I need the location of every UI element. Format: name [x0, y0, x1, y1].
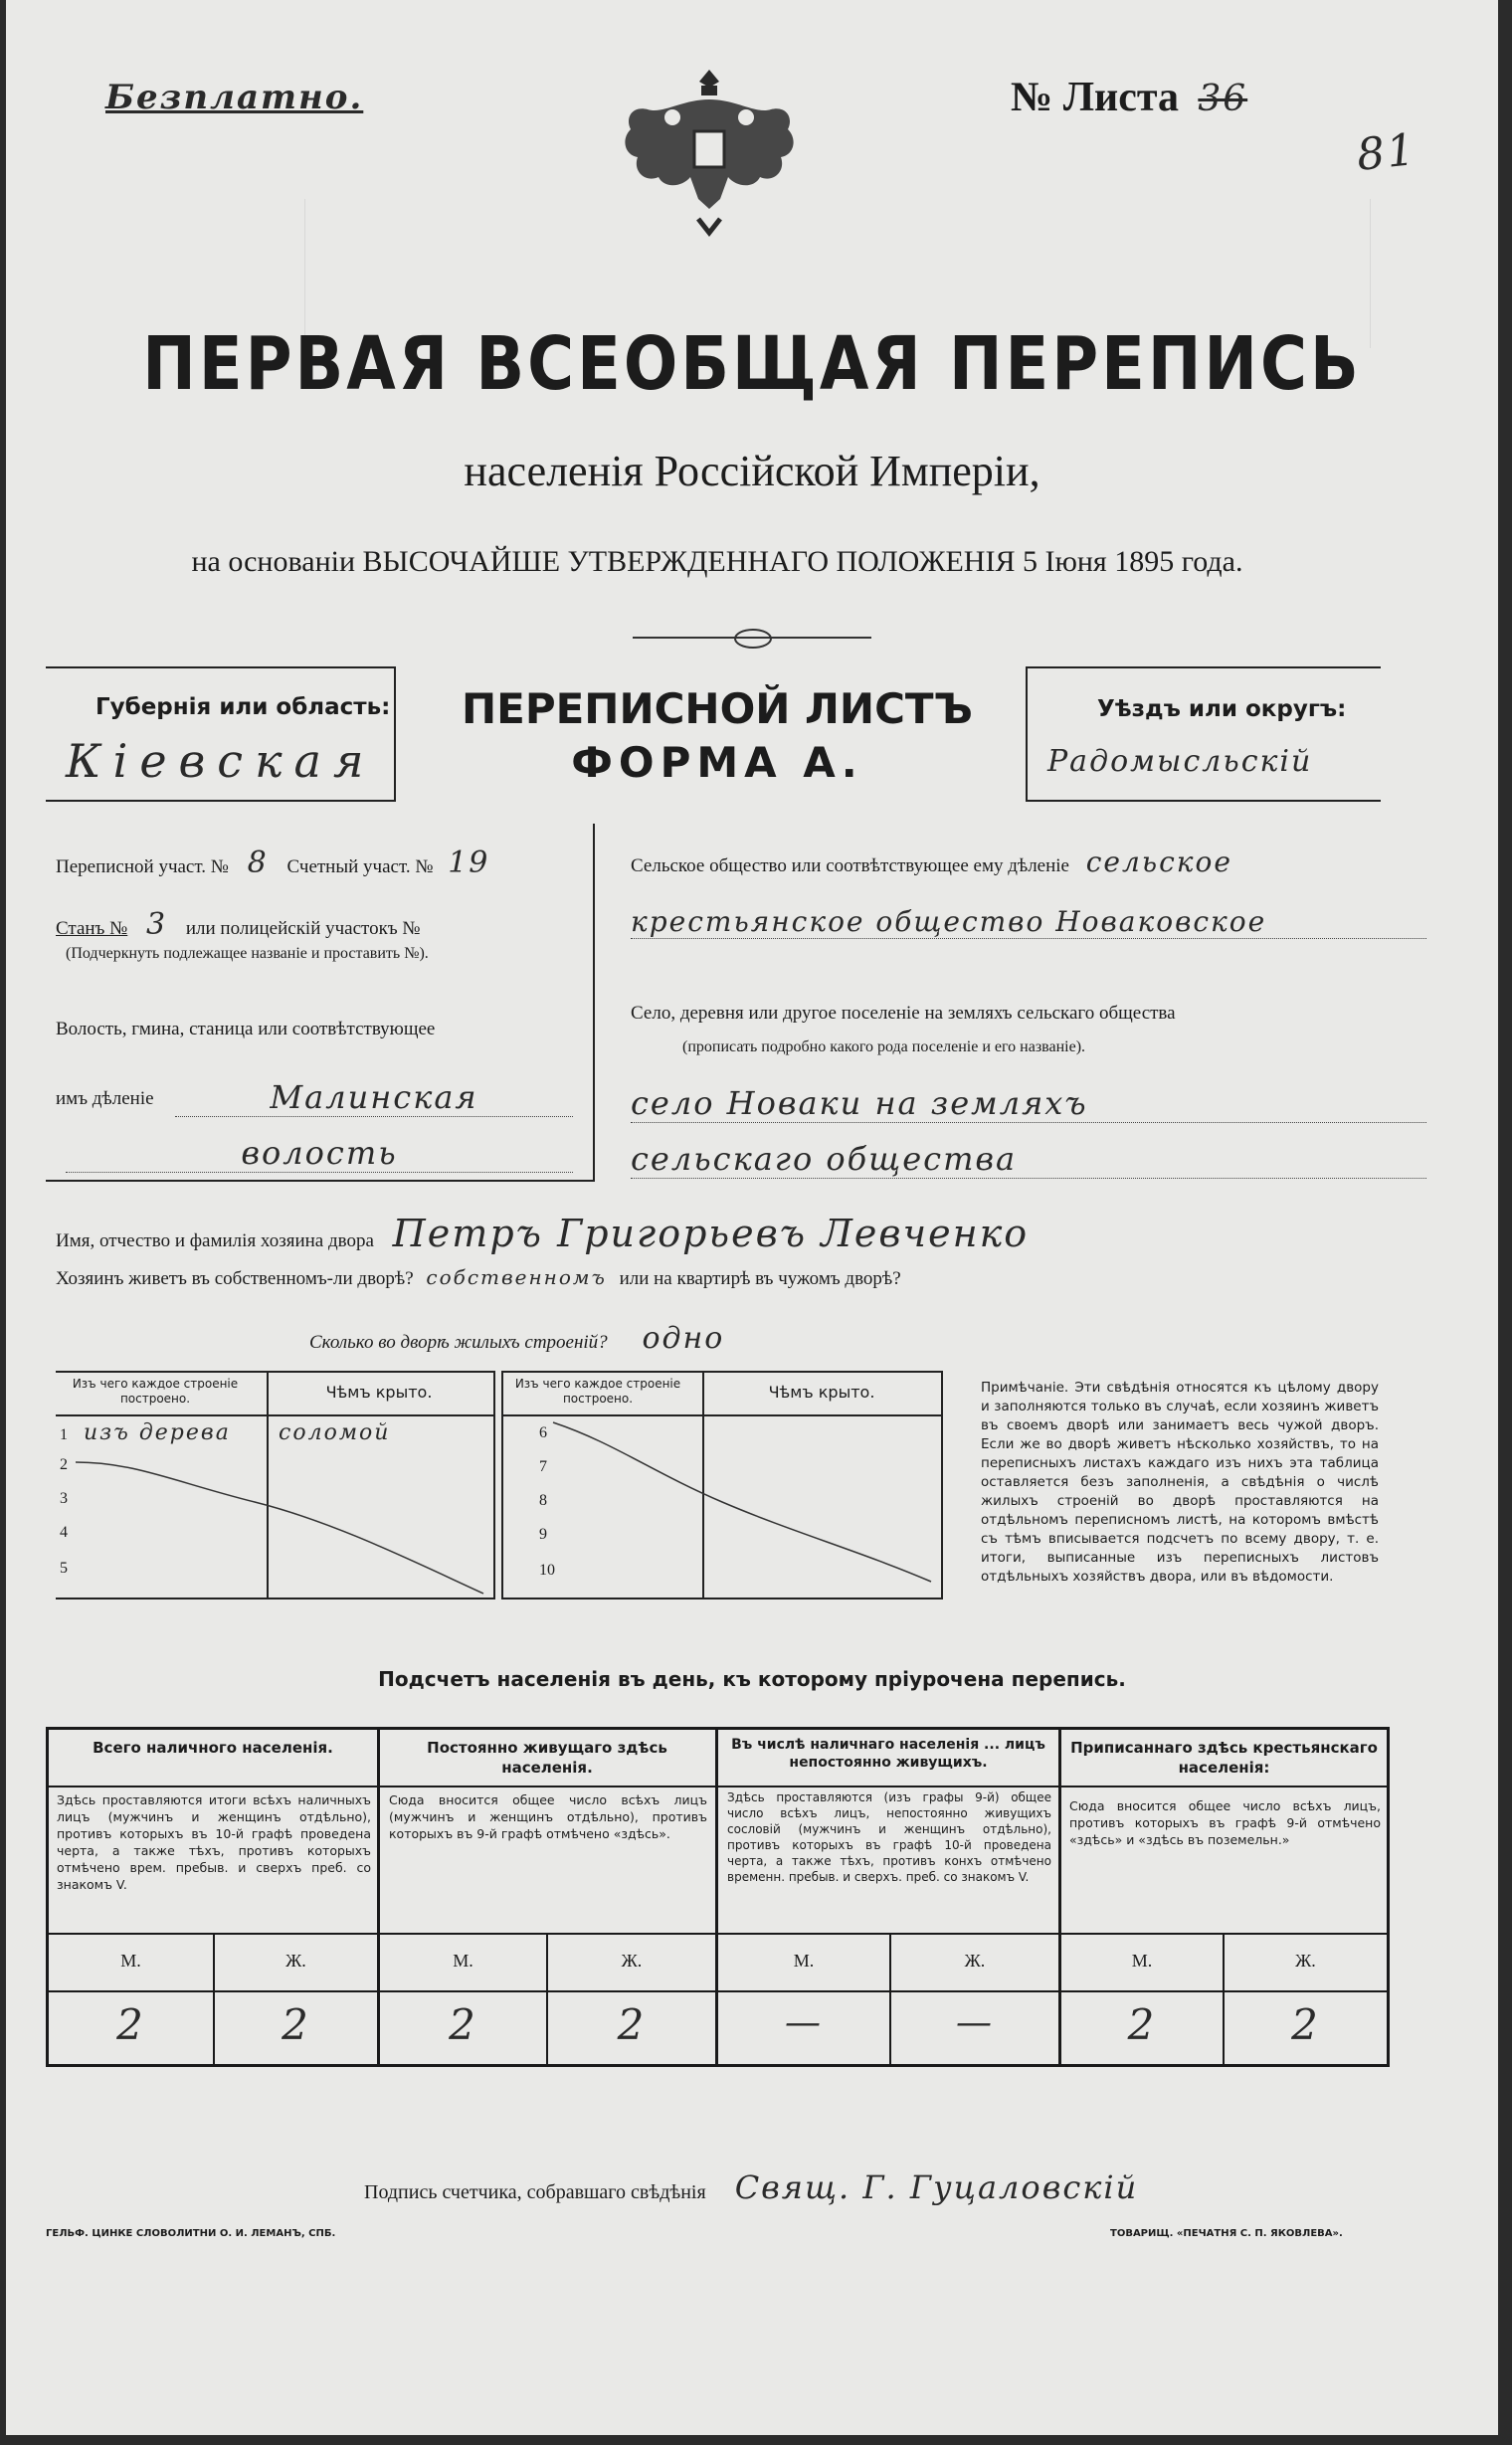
census-area-label: Переписной участ. № — [56, 856, 229, 877]
owner-name-label: Имя, отчество и фамилія хозяина двора — [56, 1230, 374, 1251]
summary-col2-zh-label: Ж. — [621, 1951, 643, 1971]
page-number: 81 — [1354, 124, 1419, 181]
building-num-4: 4 — [60, 1524, 68, 1541]
buildings-strike-line — [56, 1373, 493, 1598]
village-value-1: село Новаки на земляхъ — [631, 1084, 1426, 1123]
owner-lives-value: собственномъ — [426, 1265, 607, 1289]
summary-col2-desc: Сюда вносится общее число всѣхъ лицъ (мужчинъ и женщинъ отдѣльно), противъ которыхъ въ 9-й графѣ отмѣчено «здѣсь». — [389, 1792, 707, 1841]
summary-col3-desc: Здѣсь проставляются (изъ графы 9-й) общее число всѣхъ лицъ, непостоянно живущихъ сословій (мужчинъ и женщинъ отдѣльно), противъ которыхъ въ графѣ 10-й проведена черта, а также тѣхъ, противъ конхъ отмѣчено временн. пребыв. и сверхъ. преб. со знакомъ V. — [727, 1790, 1051, 1884]
form-name: ФОРМА А. — [571, 738, 863, 787]
volost-value-1: Малинская — [175, 1078, 573, 1117]
stan-label: Станъ № — [56, 918, 128, 939]
summary-col1-m-label: М. — [120, 1951, 141, 1971]
sheet-number — [1011, 72, 1247, 121]
village-value-2: сельскаго общества — [631, 1140, 1426, 1179]
building-num-5: 5 — [60, 1560, 68, 1577]
footer-left: ГЕЛЬФ. ЦИНКЕ СЛОВОЛИТНИ О. И. ЛЕМАНЪ, СПБ. — [46, 2228, 336, 2239]
summary-col1-zh-value: 2 — [282, 2000, 310, 2049]
summary-col1-zh-label: Ж. — [285, 1951, 306, 1971]
buildings-strike-line-right — [503, 1373, 941, 1598]
summary-col3-m-label: М. — [793, 1951, 815, 1971]
census-sheet — [6, 0, 1498, 2435]
summary-col4-zh-label: Ж. — [1295, 1951, 1316, 1971]
census-area-row — [56, 846, 489, 880]
summary-col1-m-value: 2 — [116, 2000, 145, 2049]
buildings-count-row — [309, 1321, 724, 1356]
sheet-number-label: № Листа — [1011, 75, 1179, 120]
owner-lives-label-1: Хозяинъ живетъ въ собственномъ-ли дворѣ? — [56, 1268, 414, 1289]
buildings-col1-header: Изъ чего каждое строеніе построено. — [72, 1377, 239, 1406]
buildings-count-label: Сколько во дворѣ жилыхъ строеній? — [309, 1332, 608, 1353]
stan-note: (Подчеркнуть подлежащее названіе и проставить №). — [66, 945, 429, 962]
summary-col3-zh-value: — — [956, 2002, 994, 2043]
stan-row — [56, 907, 421, 942]
building-num-1: 1 — [60, 1426, 68, 1443]
society-value-2: крестьянское общество Новаковское — [631, 905, 1426, 939]
count-area-label: Счетный участ. № — [286, 856, 434, 877]
summary-title: Подсчетъ населенія въ день, къ которому пріурочена перепись. — [378, 1667, 1126, 1691]
building-num-2: 2 — [60, 1456, 68, 1473]
double-headed-eagle-icon — [603, 60, 817, 239]
building-num-9: 9 — [539, 1526, 547, 1543]
summary-col1-header: Всего наличного населенія. — [93, 1739, 333, 1757]
uezd-box — [1026, 666, 1381, 802]
buildings-col2-header-right: Чѣмъ крыто. — [768, 1383, 875, 1402]
summary-col2-zh-value: 2 — [617, 2000, 647, 2049]
buildings-col1-header-right: Изъ чего каждое строеніе построено. — [514, 1377, 681, 1406]
decree-line: на основаніи ВЫСОЧАЙШЕ УТВЕРЖДЕННАГО ПОЛОЖЕНІЯ 5 Іюня 1895 года. — [191, 545, 1243, 578]
signature-row — [364, 2168, 1138, 2206]
census-area-value: 8 — [247, 846, 269, 880]
summary-col4-m-value: 2 — [1127, 2000, 1157, 2049]
society-label: Сельское общество или соотвѣтствующее ему дѣленіе — [631, 855, 1069, 876]
main-title: ПЕРВАЯ ВСЕОБЩАЯ ПЕРЕПИСЬ — [142, 322, 1362, 408]
owner-name-value: Петръ Григорьевъ Левченко — [392, 1212, 1030, 1255]
coat-of-arms — [603, 60, 817, 239]
volost-label-1: Волость, гмина, станица или соотвѣтствующее — [56, 1019, 436, 1039]
summary-col4-header: Приписаннаго здѣсь крестьянскаго населенія: — [1070, 1739, 1378, 1777]
summary-col4-desc: Сюда вносится общее число всѣхъ лицъ, противъ которыхъ въ графѣ 9-й отмѣчено «здѣсь» и «здѣсь въ поземельн.» — [1069, 1798, 1381, 1847]
gubernia-value: Кіевская — [66, 734, 376, 788]
footer-right: ТОВАРИЩ. «ПЕЧАТНЯ С. П. ЯКОВЛЕВА». — [1110, 2228, 1343, 2239]
sheet-number-value: 36 — [1198, 79, 1248, 119]
count-area-value: 19 — [448, 846, 490, 880]
society-row — [631, 846, 1232, 878]
free-label: Безплатно. — [105, 78, 364, 117]
building-num-7: 7 — [539, 1458, 547, 1475]
signature-label: Подпись счетчика, собравшаго свѣдѣнія — [364, 2181, 706, 2203]
stan-value: 3 — [146, 907, 168, 942]
building-roof-1: соломой — [279, 1420, 391, 1445]
gubernia-label: Губернія или область: — [95, 694, 391, 720]
subtitle: населенія Россійской Имперіи, — [464, 447, 1040, 495]
building-num-10: 10 — [539, 1562, 555, 1579]
volost-label-2: имъ дѣленіе — [56, 1088, 154, 1109]
village-label: Село, деревня или другое поселеніе на земляхъ сельскаго общества — [631, 1003, 1176, 1024]
summary-col2-header: Постоянно живущаго здѣсь населенія. — [427, 1739, 667, 1777]
uezd-value: Радомысльскій — [1047, 744, 1313, 779]
ornament-center — [734, 629, 772, 649]
summary-col2-m-value: 2 — [449, 2000, 477, 2049]
volost-value-2: волость — [66, 1134, 573, 1173]
owner-lives-row — [56, 1265, 901, 1290]
uezd-label: Уѣздъ или округъ: — [1097, 696, 1347, 722]
owner-row — [56, 1212, 1029, 1255]
buildings-col2-header: Чѣмъ крыто. — [325, 1383, 433, 1402]
buildings-table-left — [56, 1371, 495, 1599]
summary-table — [46, 1727, 1390, 2067]
buildings-table-right — [501, 1371, 943, 1599]
society-value-1: сельское — [1085, 846, 1232, 878]
building-material-1: изъ дерева — [84, 1420, 231, 1445]
summary-col3-header: Въ числѣ наличнаго населенія ... лицъ непостоянно живущихъ. — [731, 1737, 1045, 1771]
buildings-note: Примѣчаніе. Эти свѣдѣнія относятся къ цѣлому двору и заполняются только въ случаѣ, если хозяинъ живетъ въ своемъ дворѣ или занимаетъ весь чужой дворъ. Если же во дворѣ живетъ нѣсколько хозяйствъ, то на переписныхъ листахъ каждаго изъ нихъ эта таблица оставляется безъ заполненія, а свѣдѣнія о числѣ жилыхъ строеній во дворѣ проставляются на отдѣльномъ переписномъ листѣ, на которомъ вмѣстѣ съ тѣмъ вписывается подсчетъ по всему двору, т. е. итоги, выписанные изъ переписныхъ листовъ отдѣльныхъ хозяйствъ двора, или въ вѣдомости. — [981, 1380, 1379, 1585]
gubernia-box — [46, 666, 396, 802]
building-num-8: 8 — [539, 1492, 547, 1509]
buildings-count-value: одно — [642, 1321, 725, 1356]
summary-col3-m-value: — — [785, 2002, 823, 2043]
building-num-3: 3 — [60, 1490, 68, 1507]
owner-lives-label-2: или на квартирѣ въ чужомъ дворѣ? — [619, 1268, 901, 1289]
summary-col1-desc: Здѣсь проставляются итоги всѣхъ наличныхъ лицъ (мужчинъ и женщинъ отдѣльно), противъ которыхъ въ 10-й графѣ проведена черта, а также тѣхъ, противъ которыхъ отмѣчено врем. пребыв. и сверхъ преб. со знакомъ V. — [57, 1792, 371, 1892]
building-num-6: 6 — [539, 1424, 547, 1441]
summary-col4-m-label: М. — [1131, 1951, 1153, 1971]
police-label: или полицейскій участокъ № — [185, 918, 421, 939]
summary-col3-zh-label: Ж. — [964, 1951, 986, 1971]
village-note: (прописать подробно какого рода поселеніе и его названіе). — [682, 1038, 1086, 1055]
sheet-title: ПЕРЕПИСНОЙ ЛИСТЪ — [461, 684, 974, 733]
signature-value: Свящ. Г. Гуцаловскій — [734, 2168, 1139, 2206]
summary-col2-m-label: М. — [453, 1951, 473, 1971]
summary-col4-zh-value: 2 — [1291, 2000, 1320, 2049]
